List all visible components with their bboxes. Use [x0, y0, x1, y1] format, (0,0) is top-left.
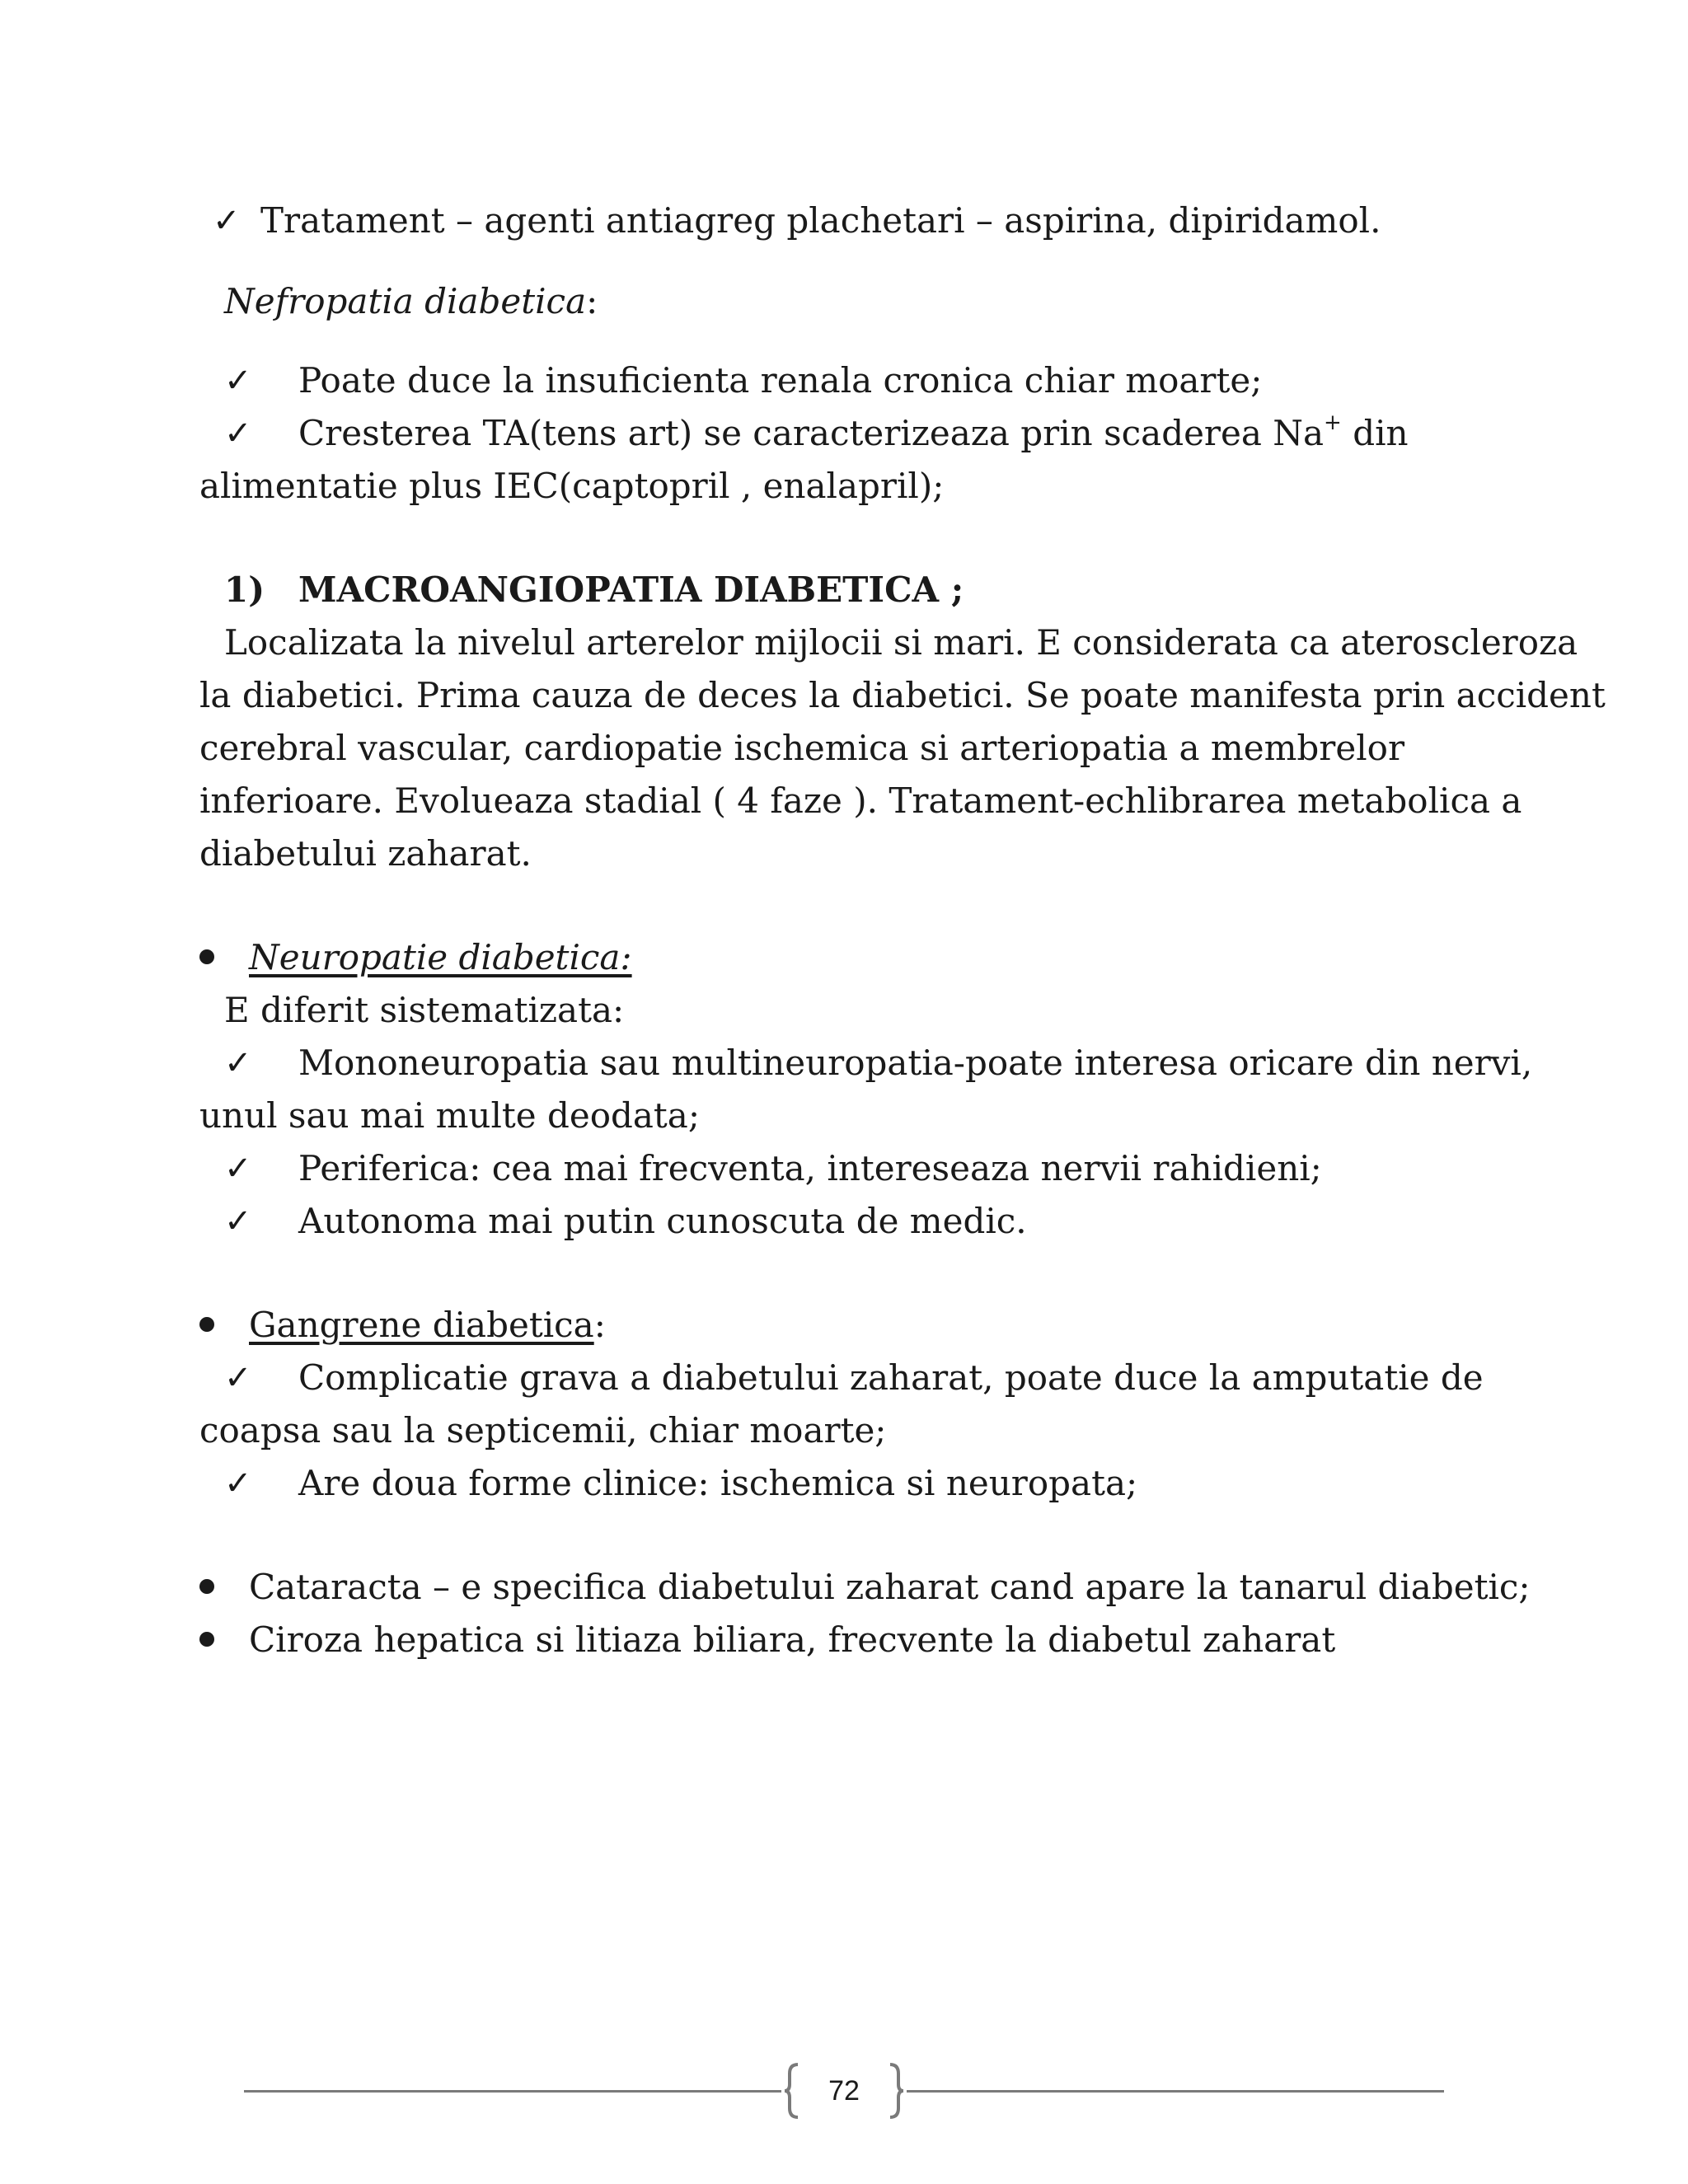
right-brace-icon [887, 2062, 905, 2120]
nephropathy-item-1: Poate duce la insuficienta renala cronica chiar moarte; [298, 360, 1263, 401]
check-mark-icon: ✓ [224, 362, 252, 400]
check-mark-icon: ✓ [224, 1202, 252, 1240]
nephropathy-heading [224, 275, 598, 328]
page-number: 72 [828, 2075, 860, 2107]
macro-paragraph-line: la diabetici. Prima cauza de deces la diabetici. Se poate manifesta prin accident [199, 675, 1606, 715]
neuropathy-item-1: Mononeuropatia sau multineuropatia-poate interesa oricare din nervi, [298, 1043, 1533, 1083]
nephropathy-item-2-tail: din [1341, 413, 1409, 453]
neuropathy-intro: E diferit sistematizata: [224, 990, 625, 1030]
check-mark-icon: ✓ [224, 1465, 252, 1502]
macro-number: 1) [224, 569, 265, 610]
check-mark-icon: ✓ [224, 415, 252, 452]
footer-rule-right [907, 2090, 1444, 2093]
check-mark-icon: ✓ [224, 1044, 252, 1082]
footer-rule-left [244, 2090, 781, 2093]
check-mark-icon: ✓ [224, 1150, 252, 1188]
gangrene-title: Gangrene diabetica [249, 1305, 594, 1345]
treatment-line: Tratament – agenti antiagreg plachetari – aspirina, dipiridamol. [260, 200, 1381, 241]
sodium-superscript: + [1324, 410, 1342, 435]
neuropathy-item-3: Autonoma mai putin cunoscuta de medic. [298, 1201, 1027, 1241]
bullet-icon [199, 949, 214, 964]
macro-paragraph-line: cerebral vascular, cardiopatie ischemica si arteriopatia a membrelor [199, 728, 1405, 768]
check-mark-icon: ✓ [224, 1359, 252, 1397]
bullet-icon [199, 1317, 214, 1332]
nephropathy-item-2 [298, 407, 1409, 460]
gangrene-item-1-continuation: coapsa sau la septicemii, chiar moarte; [199, 1410, 887, 1451]
check-mark-icon: ✓ [213, 202, 241, 240]
nephropathy-title: Nefropatia diabetica [224, 281, 587, 321]
cataract-item: Cataracta – e specifica diabetului zaharat cand apare la tanarul diabetic; [249, 1567, 1531, 1607]
neuropathy-item-1-continuation: unul sau mai multe deodata; [199, 1095, 700, 1136]
macro-heading: MACROANGIOPATIA DIABETICA ; [298, 569, 964, 610]
bullet-icon [199, 1632, 214, 1647]
gangrene-title-suffix: : [593, 1305, 606, 1345]
gangrene-item-2: Are doua forme clinice: ischemica si neuropata; [298, 1463, 1138, 1503]
macro-paragraph-line: Localizata la nivelul arterelor mijlocii si mari. E considerata ca ateroscleroza [224, 622, 1578, 663]
neuropathy-item-2: Periferica: cea mai frecventa, intereseaza nervii rahidieni; [298, 1148, 1322, 1188]
gangrene-item-1: Complicatie grava a diabetului zaharat, poate duce la amputatie de [298, 1357, 1484, 1398]
macro-paragraph-line: diabetului zaharat. [199, 833, 532, 874]
nephropathy-item-2-text: Cresterea TA(tens art) se caracterizeaza prin scaderea Na [298, 413, 1325, 453]
macro-paragraph-line: inferioare. Evolueaza stadial ( 4 faze ). Tratament-echlibrarea metabolica a [199, 780, 1522, 821]
bullet-icon [199, 1579, 214, 1594]
cirrhosis-item: Ciroza hepatica si litiaza biliara, frecvente la diabetul zaharat [249, 1619, 1336, 1660]
gangrene-heading [249, 1299, 606, 1352]
nephropathy-title-suffix: : [586, 281, 598, 321]
neuropathy-title: Neuropatie diabetica: [249, 937, 632, 977]
left-brace-icon [783, 2062, 801, 2120]
nephropathy-item-2-continuation: alimentatie plus IEC(captopril , enalapril); [199, 466, 945, 506]
